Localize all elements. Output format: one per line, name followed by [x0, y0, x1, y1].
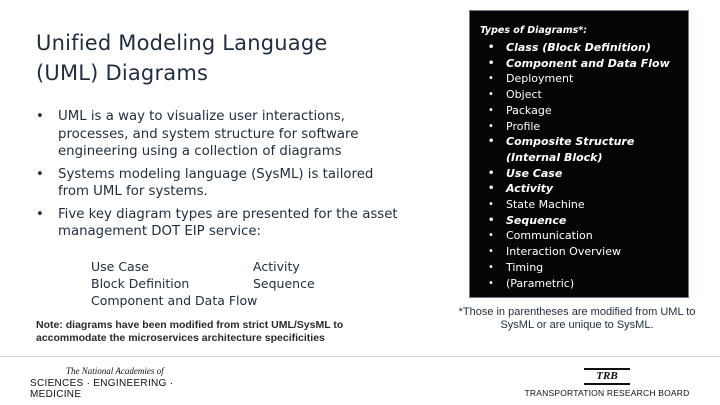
trb-logo: [522, 364, 692, 398]
bullet-text: UML is a way to visualize user interactions, processes, and system structure for software engineering using a collection of diagrams: [58, 109, 359, 159]
diagram-type-label: Deployment: [506, 72, 574, 86]
bullet-text: Systems modeling language (SysML) is tailored from UML for systems.: [58, 166, 374, 199]
type-use-case: Use Case: [91, 259, 149, 274]
diagram-type-label: Composite Structure (Internal Block): [506, 135, 635, 164]
bullet-icon: •: [488, 261, 494, 273]
type-component-data-flow: Component and Data Flow: [91, 293, 258, 308]
type-sequence: Sequence: [253, 276, 315, 291]
diagram-type-item: [486, 134, 682, 165]
footer-divider: [0, 356, 720, 357]
title-line-2: (UML) Diagrams: [36, 61, 209, 85]
diagram-type-item: [486, 87, 682, 103]
diagram-type-item: [486, 166, 682, 182]
bullet-icon: •: [36, 206, 44, 222]
diagram-type-label: Profile: [506, 119, 541, 133]
bullet-icon: •: [488, 73, 494, 85]
panel-footnote: *Those in parentheses are modified from UML to SysML or are unique to SysML.: [458, 306, 696, 331]
bullet-icon: •: [488, 104, 494, 116]
diagram-type-item: [486, 228, 682, 244]
diagram-types-list: [486, 40, 682, 291]
bullet-icon: •: [488, 120, 494, 132]
diagram-type-item: [486, 103, 682, 119]
diagram-type-label: Object: [506, 88, 542, 102]
type-block-definition: Block Definition: [91, 276, 190, 291]
diagram-type-item: [486, 71, 682, 87]
type-activity: Activity: [253, 259, 300, 274]
diagram-type-item: [486, 40, 682, 56]
bullet-icon: •: [488, 199, 494, 211]
bullet-icon: •: [488, 167, 495, 179]
bullet-item: [36, 108, 406, 161]
diagram-types-panel: [469, 10, 689, 298]
bullet-icon: •: [488, 89, 494, 101]
diagram-type-label: State Machine: [506, 198, 585, 212]
bullet-icon: •: [488, 183, 495, 195]
diagram-type-label: Sequence: [506, 213, 567, 227]
diagram-type-label: Activity: [506, 182, 554, 196]
diagram-type-item: [486, 276, 682, 292]
bullet-icon: •: [488, 136, 495, 148]
diagram-type-label: Interaction Overview: [506, 245, 621, 259]
bullet-icon: •: [488, 42, 495, 53]
diagram-type-label: Timing: [506, 260, 544, 274]
bullet-list: [36, 108, 406, 246]
trb-logo-name: TRANSPORTATION RESEARCH BOARD: [524, 388, 690, 398]
trb-logo-mark: TRB: [584, 368, 630, 385]
key-diagram-types: [91, 258, 351, 309]
diagram-type-item: [486, 197, 682, 213]
diagram-type-item: [486, 181, 682, 197]
diagram-type-label: Use Case: [506, 166, 563, 180]
nas-logo: [30, 366, 220, 400]
diagram-type-label: Communication: [506, 229, 593, 243]
bullet-icon: •: [488, 277, 494, 289]
diagram-type-label: Class (Block Definition): [506, 41, 651, 54]
diagram-type-label: Component and Data Flow: [506, 56, 670, 70]
bullet-icon: •: [488, 214, 495, 226]
diagram-type-item: [486, 260, 682, 276]
bullet-item: [36, 166, 406, 201]
diagram-type-item: [486, 119, 682, 135]
bullet-item: [36, 206, 406, 241]
diagram-type-label: (Parametric): [506, 276, 575, 290]
bullet-icon: •: [488, 246, 494, 258]
diagram-type-item: [486, 56, 682, 72]
diagram-type-label: Package: [506, 103, 552, 117]
slide-title: [36, 28, 416, 88]
bullet-icon: •: [36, 166, 44, 182]
bullet-text: Five key diagram types are presented for the asset management DOT EIP service:: [58, 206, 398, 239]
nas-logo-name: SCIENCES · ENGINEERING · MEDICINE: [30, 378, 174, 400]
diagram-type-item: [486, 213, 682, 229]
bullet-icon: •: [488, 57, 495, 69]
bullet-icon: •: [36, 109, 44, 124]
diagram-type-item: [486, 244, 682, 260]
panel-title: Types of Diagrams*:: [480, 25, 588, 36]
modification-note: Note: diagrams have been modified from strict UML/SysML to accommodate the microservices architecture specificities: [36, 319, 344, 344]
title-line-1: Unified Modeling Language: [36, 31, 328, 55]
bullet-icon: •: [488, 230, 494, 242]
nas-logo-subtitle: The National Academies of: [66, 366, 164, 376]
